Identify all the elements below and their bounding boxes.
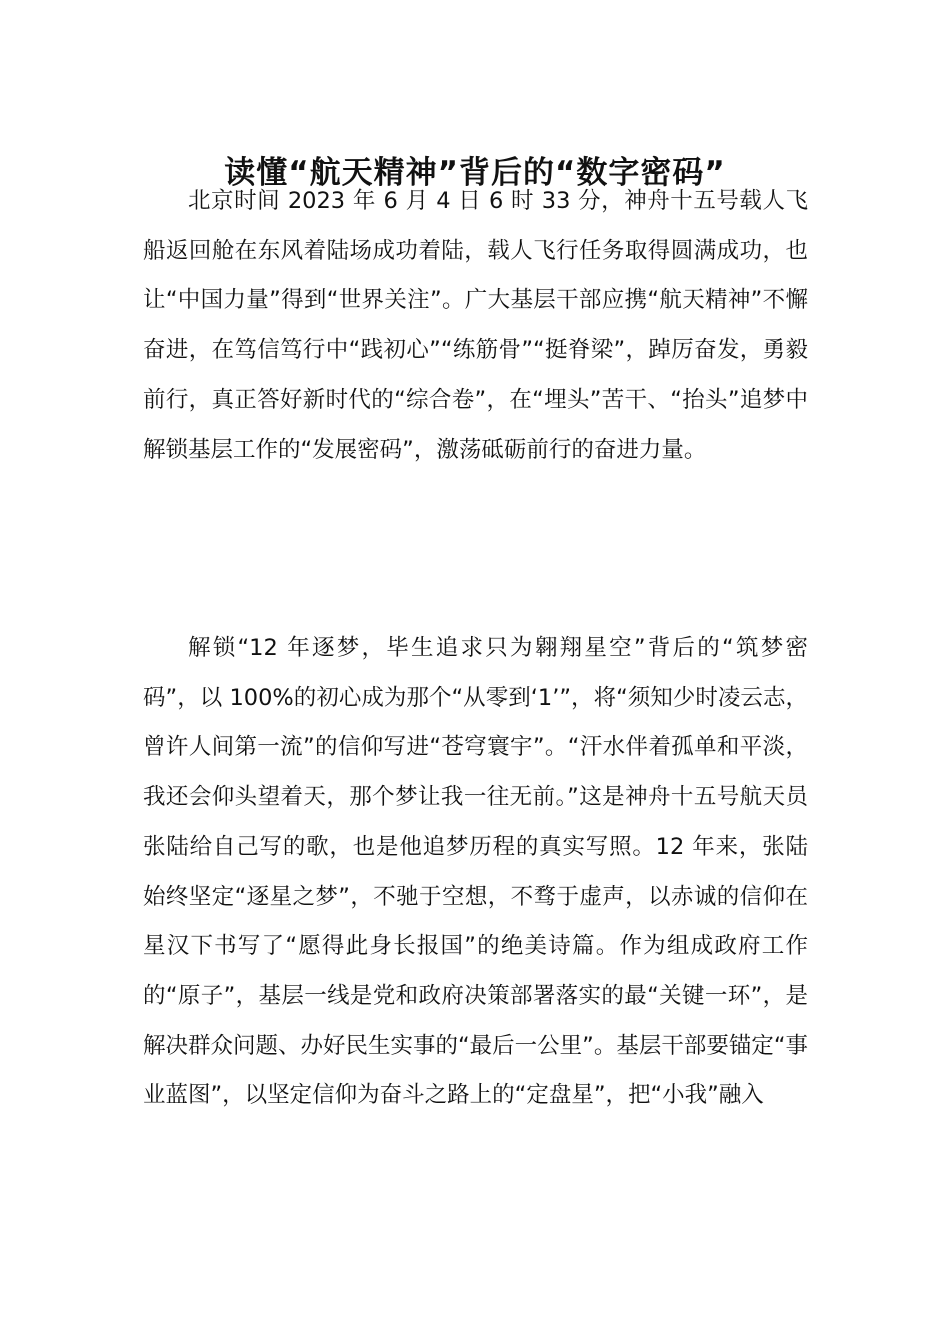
document-title: 读懂“航天精神”背后的“数字密码” <box>224 154 726 191</box>
paragraph-intro: 北京时间 2023 年 6 月 4 日 6 时 33 分，神舟十五号载人飞船返回舱在东风着陆场成功着陆，载人飞行任务取得圆满成功，也让“中国力量”得到“世界关注”。广大基层干部应携“航天精神”不懈奋进，在笃信笃行中“践初心”“练筋骨”“挺脊梁”，踔厉奋发，勇毅前行，真正答好新时代的“综合卷”，在“埋头”苦干、“抬头”追梦中解锁基层工作的“发展密码”，激荡砥砺前行的奋进力量。 <box>143 188 808 463</box>
paragraph-body: 解锁“12 年逐梦，毕生追求只为翱翔星空”背后的“筑梦密码”，以 100%的初心成为那个“从零到‘1’”，将“须知少时凌云志，曾许人间第一流”的信仰写进“苍穹寰宇”。“汗水伴着孤单和平淡，我还会仰头望着天，那个梦让我一往无前。”这是神舟十五号航天员张陆给自己写的歌，也是他追梦历程的真实写照。12 年来，张陆始终坚定“逐星之梦”，不驰于空想，不骛于虚声，以赤诚的信仰在星汉下书写了“愿得此身长报国”的绝美诗篇。作为组成政府工作的“原子”，基层一线是党和政府决策部署落实的最“关键一环”，是解决群众问题、办好民生实事的“最后一公里”。基层干部要锚定“事业蓝图”，以坚定信仰为奋斗之路上的“定盘星”，把“小我”融入 <box>143 635 808 1109</box>
